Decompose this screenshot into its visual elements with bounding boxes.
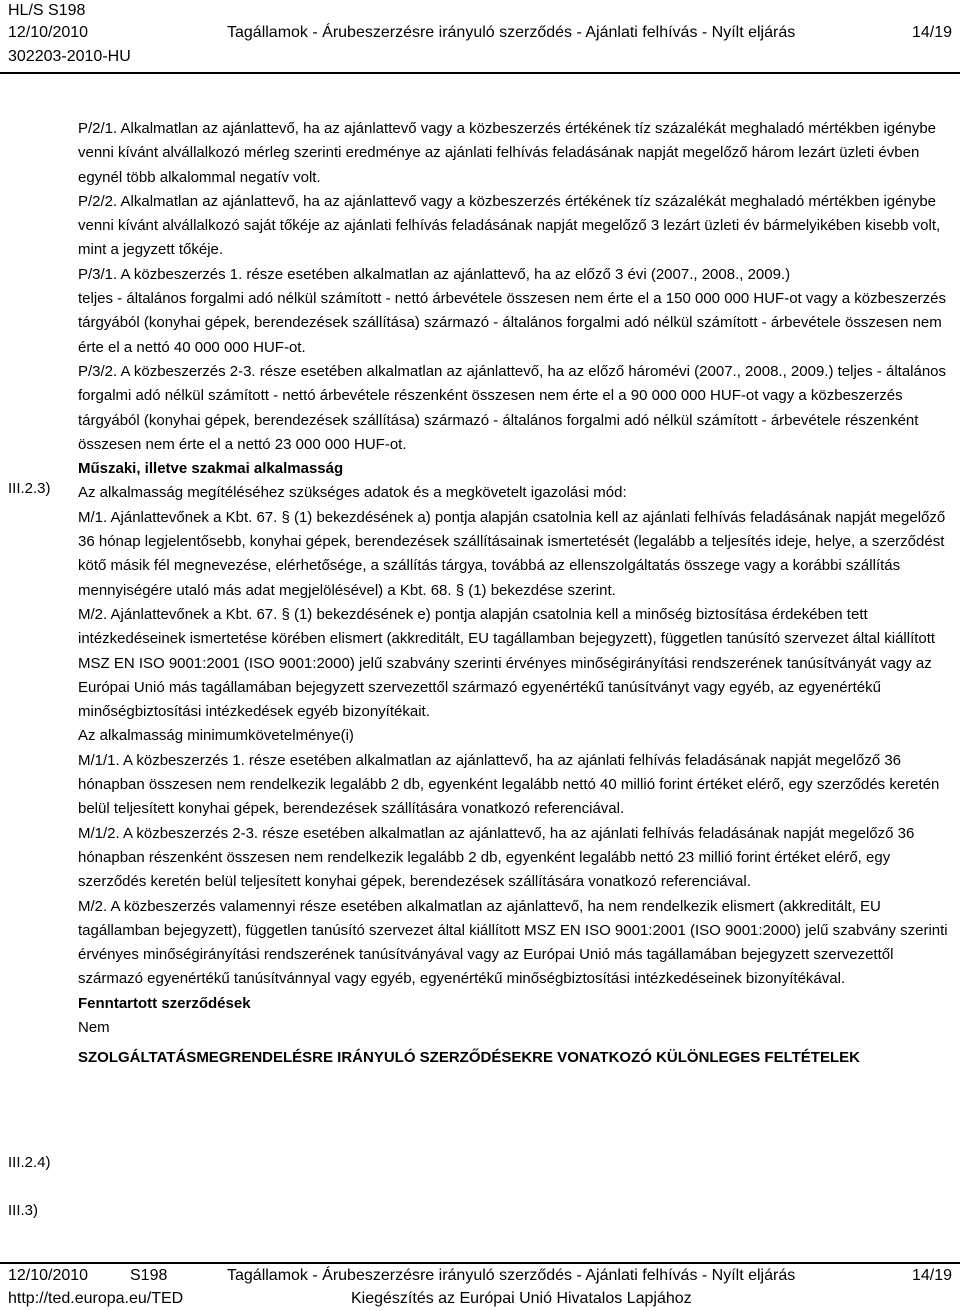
footer-page-number: 14/19 (911, 1267, 952, 1284)
paragraph-p-3-2: P/3/2. A közbeszerzés 2-3. része esetében alkalmatlan az ajánlattevő, ha az előző háromévi (2007., 2008., 2009.) teljes - általános forgalmi adó nélkül számított - nettó árbevétele részenként összesen nem érte el a 90 000 000 HUF-ot vagy a közbeszerzés tárgyából (konyhai gépek, berendezések szállítása) származó - általános forgalmi adó nélkül számított - árbevétele részenként összesen nem érte el a nettó 23 000 000 HUF-ot. (78, 362, 947, 453)
paragraph-m-1: M/1. Ajánlattevőnek a Kbt. 67. § (1) bekezdésének a) pontja alapján csatolnia kell az ajánlati felhívás feladásának napját megelőző 36 hónap legjelentősebb, konyhai gépek, berendezések szállításainak ismertetését (legalább a teljesítés ideje, helye, a szerződést kötő másik fél megnevezése, elérhetősége, a szállítás tárgya, továbbá az ellenszolgáltatás összege vagy a korábbi szállítás mennyiségére utaló más adat megjelölésével) a Kbt. 68. § (1) bekezdése szerint. (78, 508, 946, 599)
footer-row-2 (8, 1288, 952, 1310)
paragraph-min-requirements: Az alkalmasság minimumkövetelménye(i) (78, 727, 354, 745)
header-row (8, 22, 952, 44)
section-heading-technical: Műszaki, illetve szakmai alkalmasság (78, 460, 344, 478)
section-label-iii-2-4: III.2.4) (8, 1154, 51, 1171)
paragraph-m-2: M/2. Ajánlattevőnek a Kbt. 67. § (1) bekezdésének e) pontja alapján csatolnia kell a minőség biztosítása érdekében tett intézkedéseinek ismertetése körében elismert (akkreditált, EU tagállamban bejegyzett), független tanúsító szervezet által kiállított MSZ EN ISO 9001:2001 (ISO 9001:2000) jelű szabvány szerinti érvényes minőségirányítási rendszerének tanúsítványát vagy az Európai Unió más tagállamában bejegyzett szervezettől származó egyenértékű tanúsítványt vagy egyéb, az egyenértékű minőségbiztosítási intézkedések egyéb bizonyítékait. (78, 605, 936, 721)
paragraph-p-2-2: P/2/2. Alkalmatlan az ajánlattevő, ha az ajánlattevő vagy a közbeszerzés értékének tíz százalékát meghaladó mértékben igénybe venni kívánt alvállalkozó saját tőkéje az ajánlati felhívás feladásának napját megelőző 3 lezárt üzleti év bármelyikében kisebb volt, mint a jegyzett tőkéje. (78, 192, 941, 259)
header-title: Tagállamok - Árubeszerzésre irányuló szerződés - Ajánlati felhívás - Nyílt eljárás (227, 24, 796, 41)
paragraph-m-2-minimum: M/2. A közbeszerzés valamennyi része esetében alkalmatlan az ajánlattevő, ha nem rendelkezik elismert (akkreditált, EU tagállamban bejegyzett), független tanúsító szervezet által kiállított MSZ EN ISO 9001:2001 (ISO 9001:2000) jelű szabvány szerinti érvényes minőségirányítási rendszerének tanúsítványával vagy az Európai Unió más tagállamában bejegyzett szervezettől származó egyenértékű tanúsítvánnyal vagy egyéb, egyenértékű minőségbiztosítási intézkedéseinek bizonyítékával. (78, 897, 948, 988)
footer-title: Tagállamok - Árubeszerzésre irányuló szerződés - Ajánlati felhívás - Nyílt eljárás (227, 1267, 796, 1284)
section-label-iii-3: III.3) (8, 1202, 39, 1219)
reserved-contracts-value: Nem (78, 1018, 110, 1036)
footer-code: S198 (130, 1267, 168, 1284)
footer-divider (0, 1262, 960, 1264)
section-label-iii-2-3: III.2.3) (8, 480, 51, 497)
header-date: 12/10/2010 (8, 24, 89, 41)
header-doc-code: HL/S S198 (8, 2, 86, 19)
paragraph-requirements-intro: Az alkalmasság megítéléséhez szükséges adatok és a megkövetelt igazolási mód: (78, 484, 627, 502)
footer-row (8, 1265, 952, 1287)
paragraph-m-1-2: M/1/2. A közbeszerzés 2-3. része esetében alkalmatlan az ajánlattevő, ha az ajánlati felhívás feladásának napját megelőző 36 hónapban részenként összesen nem rendelkezik legalább 2 db, egyenként legalább nettó 23 millió forint értéket elérő, egy szerződés keretén belül teljesített konyhai gépek, berendezések szállítására vonatkozó referenciával. (78, 824, 915, 891)
header-page-number: 14/19 (911, 24, 952, 41)
section-heading-reserved-contracts: Fenntartott szerződések (78, 994, 251, 1012)
header-divider (0, 72, 960, 74)
section-heading-service-conditions: SZOLGÁLTATÁSMEGRENDELÉSRE IRÁNYULÓ SZERZŐDÉSEKRE VONATKOZÓ KÜLÖNLEGES FELTÉTELEK (78, 1049, 860, 1067)
footer-url-link[interactable]: http://ted.europa.eu/TED (8, 1290, 184, 1307)
document-body (78, 117, 958, 1071)
paragraph-p-2-1: P/2/1. Alkalmatlan az ajánlattevő, ha az ajánlattevő vagy a közbeszerzés értékének tíz százalékát meghaladó mértékben igénybe venni kívánt alvállalkozó mérleg szerinti eredménye az ajánlati felhívás feladásának napját megelőző három lezárt üzleti évben egynél több alkalommal negatív volt. (78, 120, 937, 186)
paragraph-m-1-1: M/1/1. A közbeszerzés 1. része esetében alkalmatlan az ajánlattevő, ha az ajánlati felhívás feladásának napját megelőző 36 hónapban összesen nem rendelkezik legalább 2 db, egyenként legalább nettó 40 millió forint értéket elérő, egy szerződés keretén belül teljesített konyhai gépek, berendezések szállítására vonatkozó referenciával. (78, 751, 940, 818)
footer-date: 12/10/2010 (8, 1267, 89, 1284)
paragraph-p-3-1-title: P/3/1. A közbeszerzés 1. része esetében alkalmatlan az ajánlattevő, ha az előző 3 évi (2007., 2008., 2009.) (78, 265, 791, 283)
paragraph-p-3-1-body: teljes - általános forgalmi adó nélkül számított - nettó árbevétele összesen nem érte el a 150 000 000 HUF-ot vagy a közbeszerzés tárgyából (konyhai gépek, berendezések szállítása) származó - általános forgalmi adó nélkül számított - árbevétele összesen nem érte el a nettó 40 000 000 HUF-ot. (78, 290, 946, 356)
header-notice-id: 302203-2010-HU (8, 48, 131, 65)
footer-publisher: Kiegészítés az Európai Unió Hivatalos Lapjához (351, 1290, 692, 1307)
